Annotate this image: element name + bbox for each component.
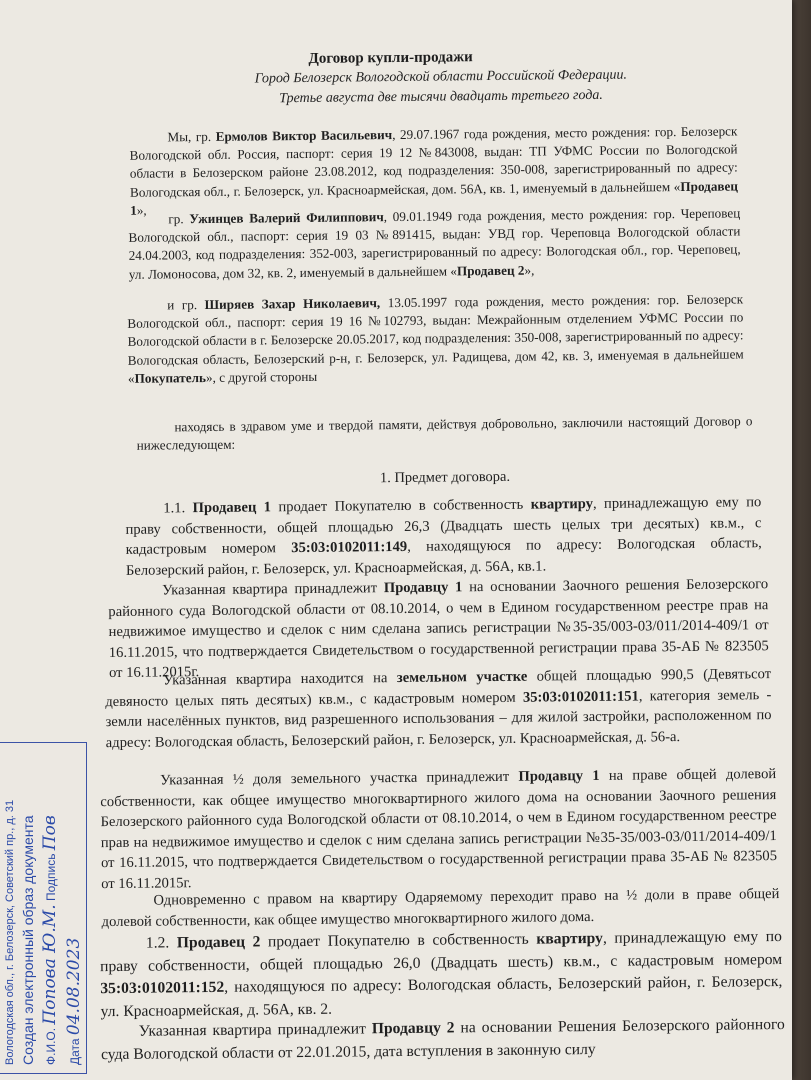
stamp-date-row bbox=[64, 938, 84, 1065]
clause-number: 1.2. bbox=[145, 934, 177, 952]
role-seller-1: Продавец 1 bbox=[130, 178, 739, 218]
paragraph-1-2 bbox=[100, 926, 783, 1024]
role-seller-1: Продавцу 1 bbox=[518, 767, 600, 785]
paragraph-share-transfer: Одновременно с правом на квартиру Одаряемому переходит право на ½ доли в праве общей долевой собственности, как общее имущество многоквартирного жилого дома. bbox=[101, 886, 780, 930]
stamp-address: Вологодская обл., г. Белозерск, Советский пр., д. 31 bbox=[4, 799, 16, 1065]
text: , принадлежащую ему по праву собственности, общей площадью 26,0 (Двадцать шесть) кв.м., с кадастровым номером bbox=[100, 928, 783, 975]
section-heading-1: 1. Предмет договора. bbox=[379, 468, 511, 487]
electronic-copy-stamp bbox=[0, 742, 87, 1074]
paragraph-ownership-2 bbox=[101, 1014, 785, 1066]
stamp-caption: Создан электронный образ документа bbox=[20, 815, 36, 1065]
text: 13.05.1997 года рождения, место рождения: гор. Белозерск Вологодской обл., паспорт: серия 19 16 №102793, выдан: Межрайонным отделением УФМС России по Вологодской области в г. Белозерске 20.05.2017, код подразделения: 350-008, зарегистрированный по адресу: Вологодская область, Белозерский р-н, г. Белозерск, ул. Радищева, дом 42, кв. 3, именуемая в дальнейшем « bbox=[127, 291, 744, 386]
stamp-fio-value: Попова Ю.М. bbox=[40, 904, 60, 1025]
role-seller-2: Продавец 2 bbox=[176, 933, 261, 952]
text: продает Покупателю в собственность bbox=[270, 496, 531, 516]
paragraph-buyer bbox=[127, 290, 744, 387]
text: », bbox=[136, 202, 147, 218]
stamp-sign-label: Подпись bbox=[44, 853, 58, 902]
paragraph-1-1 bbox=[125, 492, 762, 581]
text: Указанная квартира находится на bbox=[163, 670, 397, 689]
clause-number: 1.1. bbox=[163, 500, 193, 517]
text: на основании Заочного решения Белозерского районного суда Вологодской области от 08.10.2014, о чем в Едином государственном реестре прав на недвижимое имущество и сделок с ним сделана запись регистрации №35-35/003-03/011/2014-409/1 от 16.11.2015, что подтверждается Свидетельством о государственной регистрации права 35-АБ № 823505 от 16.11.2015г. bbox=[108, 576, 769, 682]
stamp-fio-label: Ф.И.О. bbox=[44, 1027, 58, 1065]
stamp-date-label: Дата bbox=[68, 1038, 82, 1065]
text: , категория земель - земли населённых пунктов, вид разрешенного использования – для жилой застройки, расположенном по адресу: Вологодская область, Белозерский район, г. Белозерск, ул. Красноармейская, д. 56-а. bbox=[105, 686, 772, 751]
text: общей площадью 990,5 (Девятьсот девяносто целых пять десятых) кв.м., с кадастровым номером bbox=[105, 666, 772, 710]
text: , находящуюся по адресу: Вологодская область, Белозерский район, г. Белозерск, ул. Красноармейская, д. 56А, кв. 2. bbox=[100, 973, 783, 1020]
object-land-plot: земельном участке bbox=[396, 668, 528, 687]
buyer-name: Ширяев Захар Николаевич, bbox=[204, 295, 381, 313]
seller-2-name: Ужинцев Валерий Филиппович bbox=[189, 209, 384, 227]
text: , 09.01.1949 года рождения, место рождения: гор. Череповец Вологодской обл., паспорт: серия 19 03 №891415, выдан: УВД гор. Череповца Вологодской области 24.04.2003, код подразделения: 352-003, зарегистрированный по адресу: Вологодская обл., гор. Череповец, ул. Ломоносова, дом 32, кв. 2, именуемый в дальнейшем « bbox=[128, 205, 741, 282]
object-apartment: квартиру bbox=[536, 929, 603, 948]
document-city: Город Белозерск Вологодской области Российской Федерации. bbox=[254, 67, 628, 87]
text: продает Покупателю в собственность bbox=[260, 930, 537, 951]
stamp-fio-row bbox=[40, 815, 60, 1065]
text: на праве общей долевой собственности, как общее имущество многоквартирного жилого дома на основании Заочного решения Белозерского районного суда Вологодской области от 08.10.2014, о чем в Едином государственном реестре прав на недвижимое имущество и сделок с ним сделана запись регистрации №35-35/003-03/011/2014-409/1 от 16.11.2015, что подтверждается Свидетельством о государственной регистрации права 35-АБ № 823505 от 16.11.2015г. bbox=[100, 766, 778, 893]
role-seller-2: Продавцу 2 bbox=[371, 1019, 455, 1038]
text: , принадлежащую ему по праву собственности, общей площадью 26,3 (Двадцать шесть целых три десятых) кв.м., с кадастровым номером bbox=[125, 494, 762, 559]
text: гр. bbox=[168, 211, 190, 227]
text: на основании Решения Белозерского районного суда Вологодской области от 22.01.2015, дата вступления в законную силу bbox=[100, 1015, 785, 1063]
role-buyer: Покупатель bbox=[134, 369, 207, 386]
paragraph-seller-2 bbox=[128, 204, 741, 283]
stamp-signature: Пов bbox=[40, 815, 60, 851]
text: , 29.07.1967 года рождения, место рождения: гор. Белозерск Вологодской обл. Россия, паспорт: серия 19 12 №843008, выдан: ТП УФМС России по Вологодской области в Белозерском районе 23.08.2012, код подразделения: 350-008, зарегистрированный по адресу: Вологодская обл., г. Белозерск, ул. Красноармейская, дом. 56А, кв. 1, именуемый в дальнейшем « bbox=[129, 123, 738, 200]
cadastral-number: 35:03:0102011:149 bbox=[291, 539, 408, 557]
text: Указанная квартира принадлежит bbox=[162, 580, 384, 599]
text: », bbox=[524, 262, 535, 278]
cadastral-number: 35:03:0102011:151 bbox=[522, 688, 639, 706]
role-seller-2: Продавец 2 bbox=[456, 262, 525, 278]
text: Указанная квартира принадлежит bbox=[138, 1020, 372, 1040]
text: », с другой стороны bbox=[205, 368, 318, 385]
text: Указанная ½ доля земельного участка принадлежит bbox=[160, 768, 519, 789]
paragraph-land-plot bbox=[105, 664, 772, 753]
text: и гр. bbox=[167, 297, 205, 313]
cadastral-number: 35:03:0102011:152 bbox=[100, 979, 225, 998]
seller-1-name: Ермолов Виктор Васильевич bbox=[215, 127, 393, 144]
paragraph-land-share bbox=[100, 764, 777, 895]
text: Мы, гр. bbox=[167, 128, 216, 145]
role-seller-1: Продавцу 1 bbox=[383, 579, 463, 597]
role-seller-1: Продавец 1 bbox=[192, 499, 272, 517]
document-title: Договор купли-продажи bbox=[308, 49, 473, 67]
paragraph-intro: находясь в здравом уме и твердой памяти, действуя добровольно, заключили настоящий Договор о нижеследующем: bbox=[136, 413, 753, 453]
document-date: Третье августа две тысячи двадцать третьего года. bbox=[279, 87, 603, 107]
text: , находящуюся по адресу: Вологодская область, Белозерский район, г. Белозерск, ул. Красноармейская, д. 56А, кв.1. bbox=[125, 535, 762, 579]
stamp-date-value: 04.08.2023 bbox=[64, 937, 84, 1036]
object-apartment: квартиру bbox=[530, 495, 594, 513]
